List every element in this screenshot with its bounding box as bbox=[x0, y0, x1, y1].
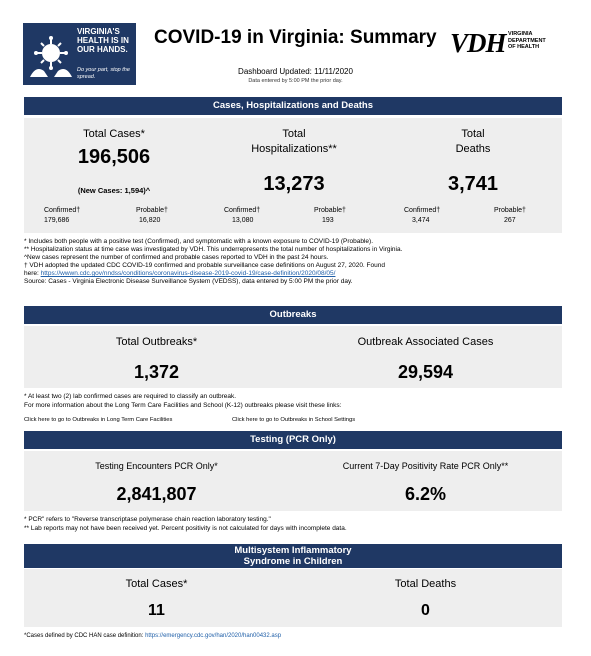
mis-c-section-header bbox=[24, 544, 562, 568]
testing-section-header: Testing (PCR Only) bbox=[24, 431, 562, 449]
logo-tagline: VIRGINIA'S HEALTH IS IN OUR HANDS. bbox=[77, 27, 129, 54]
note-here-label: here: bbox=[24, 270, 41, 277]
outbreaks-note-1: * At least two (2) lab confirmed cases are required to classify an outbreak. bbox=[24, 393, 237, 400]
school-outbreaks-link[interactable]: Click here to go to Outbreaks in School Settings bbox=[232, 417, 356, 423]
positivity-rate-value: 6.2% bbox=[404, 484, 447, 504]
new-cases: (New Cases: 1,594)^ bbox=[77, 186, 151, 195]
cdc-case-definition-link[interactable]: https://wwwn.cdc.gov/nndss/conditions/coronavirus-disease-2019-covid-19/case-definition/2020/08/05/ bbox=[40, 270, 336, 277]
mis-c-note-row bbox=[24, 632, 281, 640]
logo-subtagline: Do your part, stop the spread. bbox=[77, 67, 130, 80]
cases-confirmed-label: Confirmed† bbox=[44, 207, 81, 214]
mis-c-panel bbox=[24, 569, 562, 627]
page-title: COVID-19 in Virginia: Summary bbox=[154, 27, 437, 48]
total-outbreaks-value: 1,372 bbox=[133, 362, 180, 382]
deaths-confirmed-value: 3,474 bbox=[412, 217, 430, 224]
testing-encounters-label: Testing Encounters PCR Only* bbox=[95, 461, 218, 471]
hospitalizations-value: 13,273 bbox=[263, 173, 325, 195]
deaths-confirmed-label: Confirmed† bbox=[404, 207, 441, 214]
cases-panel bbox=[24, 118, 562, 233]
hosp-probable-label: Probable† bbox=[314, 207, 346, 214]
deaths-probable-label: Probable† bbox=[494, 207, 526, 214]
outbreak-cases-label: Outbreak Associated Cases bbox=[357, 336, 494, 348]
cases-note-3: ^New cases represent the number of confirmed and probable cases reported to VDH in the past 24 hours. bbox=[24, 254, 329, 261]
outbreaks-note-2: For more information about the Long Term Care Facilities and School (K-12) outbreaks please visit these links: bbox=[24, 402, 342, 409]
page-header bbox=[0, 0, 591, 95]
mis-c-deaths-value: 0 bbox=[421, 602, 430, 619]
deaths-value: 3,741 bbox=[447, 173, 499, 195]
vdh-logo-subtitle: VIRGINIA DEPARTMENT OF HEALTH bbox=[508, 31, 546, 50]
deaths-label-1: Total bbox=[461, 128, 485, 140]
testing-encounters-value: 2,841,807 bbox=[116, 484, 197, 504]
total-cases-value: 196,506 bbox=[77, 146, 151, 168]
outbreaks-panel bbox=[24, 326, 562, 388]
ltc-outbreaks-link[interactable]: Click here to go to Outbreaks in Long Term Care Facilities bbox=[24, 417, 173, 423]
data-entered-note: Data entered by 5:00 PM the prior day. bbox=[248, 78, 343, 84]
cases-section-header: Cases, Hospitalizations and Deaths bbox=[24, 97, 562, 115]
positivity-rate-label: Current 7-Day Positivity Rate PCR Only** bbox=[342, 461, 509, 471]
hosp-confirmed-label: Confirmed† bbox=[224, 207, 261, 214]
hosp-confirmed-value: 13,080 bbox=[232, 217, 254, 224]
cdc-han-link[interactable]: https://emergency.cdc.gov/han/2020/han00432.asp bbox=[145, 633, 282, 639]
mis-c-deaths-label: Total Deaths bbox=[394, 578, 457, 590]
hospitalizations-label-2: Hospitalizations** bbox=[251, 143, 337, 155]
hosp-probable-value: 193 bbox=[322, 217, 334, 224]
outbreaks-section-header: Outbreaks bbox=[24, 306, 562, 324]
mis-c-header-line2: Syndrome in Children bbox=[243, 556, 343, 567]
vdh-logo: VDH bbox=[450, 28, 506, 58]
cases-confirmed-value: 179,686 bbox=[44, 217, 70, 224]
mis-c-cases-value: 11 bbox=[148, 602, 165, 619]
cases-probable-value: 16,820 bbox=[139, 217, 161, 224]
total-cases-label: Total Cases* bbox=[83, 128, 145, 140]
total-outbreaks-label: Total Outbreaks* bbox=[115, 336, 198, 348]
mis-c-cases-label: Total Cases* bbox=[125, 578, 188, 590]
cases-source-note: Source: Cases - Virginia Electronic Disease Surveillance System (VEDSS), data entered by 5:00 PM the prior day. bbox=[24, 278, 353, 285]
cases-probable-label: Probable† bbox=[136, 207, 168, 214]
cases-note-2: ** Hospitalization status at time case was investigated by VDH. This underrepresents the total number of hospitalizations in Virginia. bbox=[24, 246, 403, 253]
cases-note-link-row bbox=[24, 270, 335, 278]
deaths-probable-value: 267 bbox=[504, 217, 516, 224]
outbreak-cases-value: 29,594 bbox=[397, 362, 454, 382]
deaths-label-2: Deaths bbox=[455, 143, 491, 155]
hospitalizations-label-1: Total bbox=[282, 128, 306, 140]
mis-c-header-line1: Multisystem Inflammatory bbox=[234, 545, 352, 556]
dashboard-updated: Dashboard Updated: 11/11/2020 bbox=[238, 67, 353, 76]
testing-note-1: * PCR" refers to "Reverse transcriptase polymerase chain reaction laboratory testing." bbox=[24, 516, 271, 523]
cases-note-4: † VDH adopted the updated CDC COVID-19 confirmed and probable surveillance case definitions on August 27, 2020. Found bbox=[24, 262, 385, 269]
testing-panel bbox=[24, 451, 562, 511]
mis-c-note: *Cases defined by CDC HAN case definition: bbox=[24, 633, 146, 639]
cases-note-1: * Includes both people with a positive test (Confirmed), and symptomatic with a known exposure to COVID-19 (Probable). bbox=[24, 238, 374, 245]
testing-note-2: ** Lab reports may not have been received yet. Percent positivity is not calculated for days with incomplete data. bbox=[24, 525, 347, 532]
